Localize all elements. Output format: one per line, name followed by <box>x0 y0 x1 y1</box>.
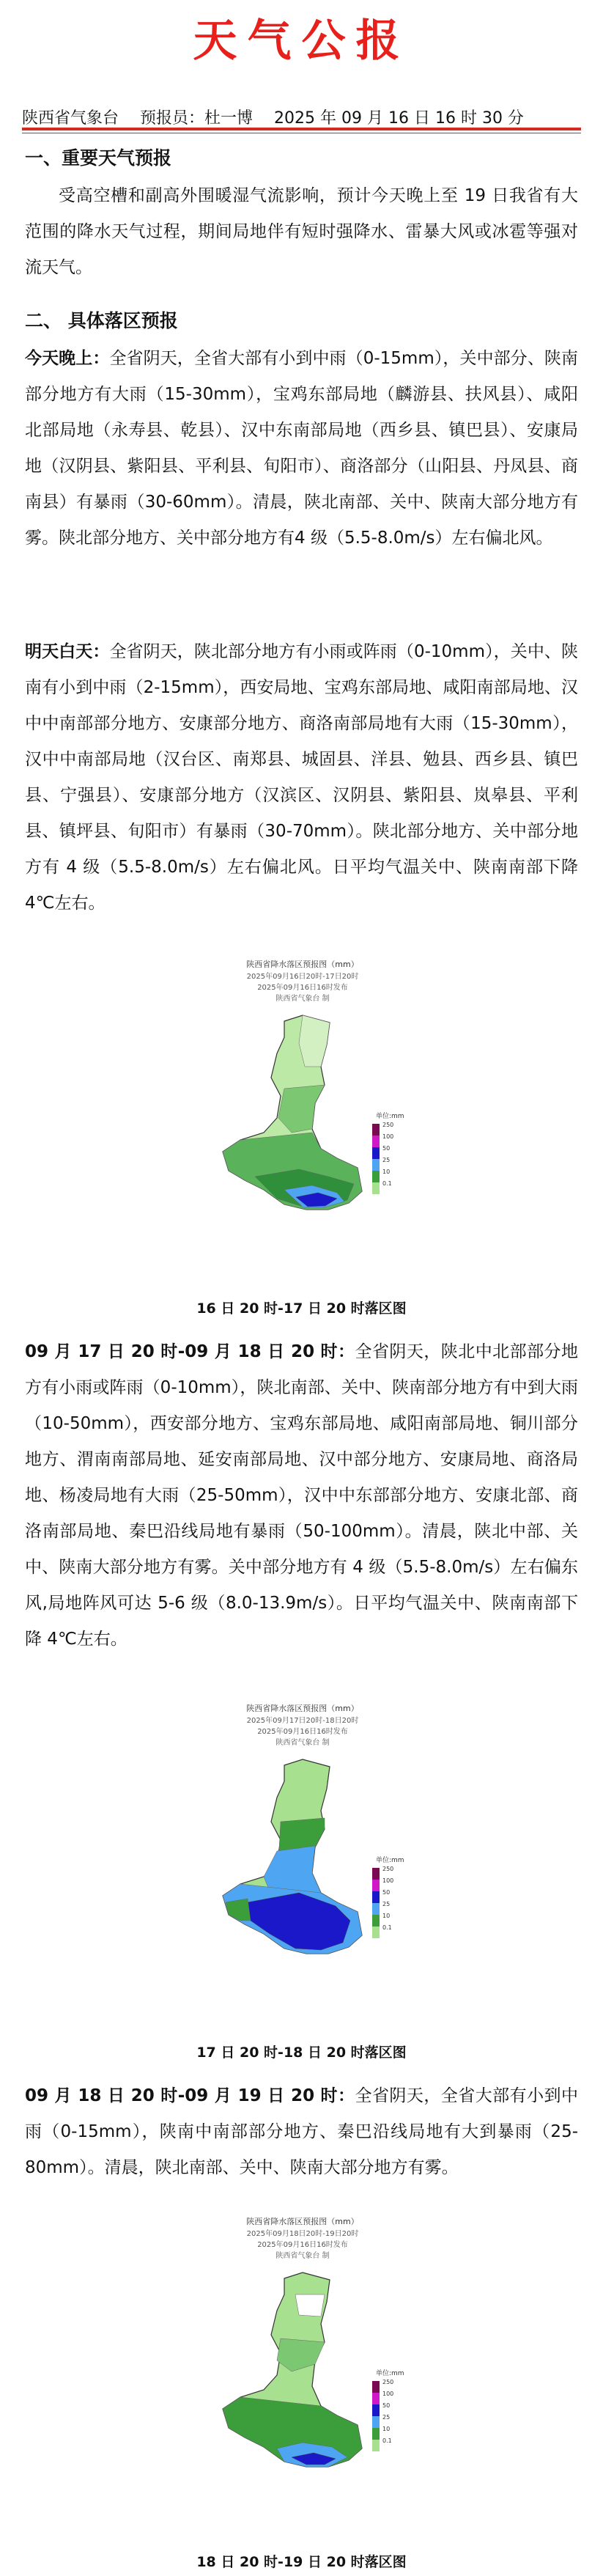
precip-map-2-figure <box>174 1701 431 1994</box>
map1-period: 2025年09月16日20时-17日20时 <box>246 973 359 981</box>
precip-map-2 <box>174 1701 431 1994</box>
forecast-tonight-text: 全省阴天，全省大部有小到中雨（0-15mm），关中部分、陕南部分地方有大雨（15-30mm），宝鸡东部局地（麟游县、扶风县）、咸阳北部局地（永寿县、乾县）、汉中东南部局地（西乡县、镇巴县）、安康局地（汉阴县、紫阳县、平利县、旬阳市）、商洛部分（山阳县、丹凤县、商南县）有暴雨（30-60mm）。清晨，陕北南部、关中、陕南大部分地方有雾。陕北部分地方、关中部分地方有4 级（5.5-8.0m/s）左右偏北风。 <box>25 349 579 548</box>
map2-period: 2025年09月17日20时-18日20时 <box>246 1717 359 1725</box>
section-1-text: 受高空槽和副高外围暖湿气流影响，预计今天晚上至 19 日我省有大范围的降水天气过程，期间局地伴有短时强降水、雷暴大风或冰雹等强对流天气。 <box>25 186 578 277</box>
map3-legend-250: 250 <box>382 2379 394 2385</box>
issue-datetime: 2025 年 09 月 16 日 16 时 30 分 <box>274 109 524 128</box>
map3-title: 陕西省降水落区预报图（mm） <box>246 2217 359 2226</box>
map2-maker: 陕西省气象台 制 <box>275 1739 330 1747</box>
precip-map-1 <box>174 957 431 1250</box>
map3-legend-25: 25 <box>382 2414 391 2421</box>
map2-legend-0-1: 0.1 <box>382 1924 392 1931</box>
map2-issued: 2025年09月16日16时发布 <box>257 1728 348 1736</box>
map2-title: 陕西省降水落区预报图（mm） <box>246 1704 359 1713</box>
forecast-day2-lead: 09 月 17 日 20 时-09 月 18 日 20 时： <box>25 1342 355 1361</box>
map1-legend-25: 25 <box>382 1157 391 1163</box>
map2-legend-10: 10 <box>382 1913 391 1919</box>
section-1-heading: 一、重要天气预报 <box>25 147 172 169</box>
map3-legend-100: 100 <box>382 2391 394 2397</box>
map1-legend-100: 100 <box>382 1133 394 1140</box>
map3-legend <box>372 2369 404 2451</box>
map1-legend-10: 10 <box>382 1169 391 1175</box>
precip-map-3-figure <box>174 2214 431 2507</box>
map3-legend-title: 单位:mm <box>376 2370 404 2377</box>
forecast-day3-lead: 09 月 18 日 20 时-09 月 19 日 20 时： <box>25 2086 355 2105</box>
forecaster: 预报员：杜一博 <box>140 109 254 128</box>
map2-caption: 17 日 20 时-18 日 20 时落区图 <box>196 2045 407 2061</box>
precip-map-1-figure <box>174 957 431 1250</box>
map1-legend-50: 50 <box>382 1145 391 1152</box>
map2-legend-100: 100 <box>382 1877 394 1884</box>
map3-caption: 18 日 20 时-19 日 20 时落区图 <box>196 2554 407 2570</box>
map3-province <box>223 2273 362 2467</box>
map2-legend <box>372 1855 404 1938</box>
map1-province <box>223 1015 362 1210</box>
forecast-tomorrow-lead: 明天白天： <box>25 642 110 661</box>
forecast-tonight-lead: 今天晚上： <box>25 349 110 368</box>
map1-caption: 16 日 20 时-17 日 20 时落区图 <box>196 1300 407 1317</box>
forecast-tomorrow <box>25 634 578 921</box>
map1-title: 陕西省降水落区预报图（mm） <box>246 960 359 969</box>
map3-period: 2025年09月18日20时-19日20时 <box>246 2230 359 2238</box>
map2-legend-50: 50 <box>382 1889 391 1896</box>
map1-legend <box>372 1111 404 1194</box>
section-2-heading: 二、 具体落区预报 <box>25 310 178 331</box>
forecast-day2-text: 全省阴天，陕北中北部部分地方有小雨或阵雨（0-10mm），陕北南部、关中、陕南部分地方有中到大雨（10-50mm），西安部分地方、宝鸡东部局地、咸阳南部局地、铜川部分地方、渭南南部局地、延安南部局地、汉中部分地方、安康局地、商洛局地、杨凌局地有大雨（25-50mm），汉中中东部部分地方、安康北部、商洛南部局地、秦巴沿线局地有暴雨（50-100mm）。清晨，陕北中部、关中、陕南大部分地方有雾。关中部分地方有 4 级（5.5-8.0m/s）左右偏东风,局地阵风可达 5-6 级（8.0-13.9m/s）。日平均气温关中、陕南南部下降 4℃左右。 <box>25 1342 578 1649</box>
issuer-line <box>22 106 581 128</box>
map2-legend-title: 单位:mm <box>376 1857 404 1864</box>
forecast-tomorrow-text: 全省阴天，陕北部分地方有小雨或阵雨（0-10mm），关中、陕南有小到中雨（2-15mm），西安局地、宝鸡东部局地、咸阳南部局地、汉中中南部部分地方、安康部分地方、商洛南部局地有大雨（15-30mm），汉中中南部局地（汉台区、南郑县、城固县、洋县、勉县、西乡县、镇巴县、宁强县）、安康部分地方（汉滨区、汉阴县、紫阳县、岚皋县、平利县、镇坪县、旬阳市）有暴雨（30-70mm）。陕北部分地方、关中部分地方有 4 级（5.5-8.0m/s）左右偏北风。日平均气温关中、陕南南部下降 4℃左右。 <box>25 642 579 913</box>
forecast-day3 <box>25 2078 578 2186</box>
issuer: 陕西省气象台 <box>22 109 119 128</box>
header-rule-thick <box>22 128 581 130</box>
map1-legend-title: 单位:mm <box>376 1113 404 1120</box>
map1-maker: 陕西省气象台 制 <box>275 995 330 1003</box>
map3-legend-0-1: 0.1 <box>382 2437 392 2444</box>
map2-legend-25: 25 <box>382 1901 391 1907</box>
map1-issued: 2025年09月16日16时发布 <box>257 984 348 992</box>
map2-province <box>223 1759 362 1954</box>
forecast-tonight <box>25 341 578 556</box>
map1-legend-0-1: 0.1 <box>382 1180 392 1187</box>
map3-maker: 陕西省气象台 制 <box>275 2252 330 2260</box>
map3-issued: 2025年09月16日16时发布 <box>257 2241 348 2249</box>
map3-legend-10: 10 <box>382 2426 391 2432</box>
map2-legend-250: 250 <box>382 1866 394 1872</box>
forecast-day2 <box>25 1334 578 1657</box>
map3-legend-50: 50 <box>382 2402 391 2409</box>
forecast-day3-text: 全省阴天，全省大部有小到中雨（0-15mm），陕南中南部部分地方、秦巴沿线局地有大到暴雨（25-80mm）。清晨，陕北南部、关中、陕南大部分地方有雾。 <box>25 2086 578 2177</box>
precip-map-3 <box>174 2214 431 2507</box>
bulletin-title: 天气公报 <box>193 15 410 67</box>
map1-legend-250: 250 <box>382 1122 394 1128</box>
